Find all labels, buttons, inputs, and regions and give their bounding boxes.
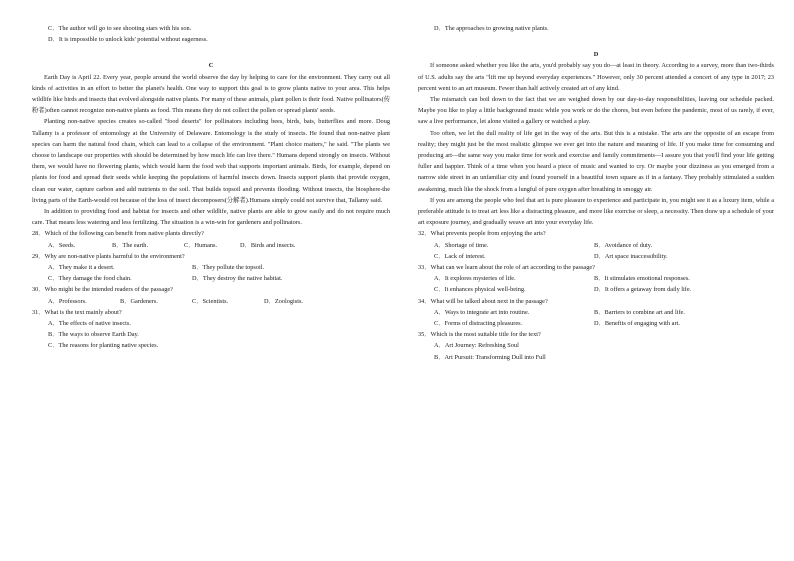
option[interactable]: A．Shortage of time. [434, 241, 489, 249]
option[interactable]: B．It stimulates emotional responses. [594, 275, 690, 283]
option[interactable]: D．It offers a getaway from daily life. [594, 286, 692, 294]
question-29-options-row-2 [32, 273, 390, 284]
option[interactable]: B．They pollute the topsoil. [192, 264, 265, 272]
passage-d-paragraph-3: Too often, we let the dull reality of life get in the way of the arts. But this is a mistake. The arts are the opposite of an escape from reality; they might just be the most realistic glimpse we ever get into the nature and meaning of life. If you make time for consuming and producing art—the same way you make time for work and exercise and family commitments—I assure you that you'll find your life getting fuller and happier. Think of a time when you heard a piece of music and wanted to cry. Or maybe your dizziness as you emerged from a narrow side street in an unfamiliar city and found yourself in a beautiful town square as if in a fantasy. They probably stimulated a sudden awakening, much like the shock from a lungful of pure oxygen after breathing in smoggy air. [418, 129, 774, 193]
option[interactable]: B．The earth. [112, 241, 149, 249]
question-31: 31．What is the text mainly about? [32, 308, 122, 316]
passage-d-paragraph-2: The mismatch can boil down to the fact that we are weighed down by our day-to-day responsibilities, leaving our schedule packed. Maybe you like to play a little background music while you work or do the chores, but even before the pandemic, most of us rarely, if ever, saw a live performance, let alone visited a gallery or watched a play. [418, 96, 774, 126]
option[interactable]: B．Avoidance of duty. [594, 241, 653, 249]
question-32-options-row-2 [418, 251, 774, 262]
prev-option-c: C．The author will go to see shooting stars with his son. [48, 25, 192, 32]
option[interactable]: A．The effects of native insects. [48, 320, 131, 328]
option[interactable]: D．Benefits of engaging with art. [594, 320, 680, 328]
question-30-options [32, 296, 390, 307]
question-32-options-row-1 [418, 240, 774, 251]
question-28: 28．Which of the following can benefit from native plants directly? [32, 230, 204, 238]
question-33: 33．What can we learn about the role of art according to the passage? [418, 264, 595, 272]
option[interactable]: A．Professors. [48, 297, 87, 305]
question-35: 35．Which is the most suitable title for the text? [418, 331, 541, 339]
option[interactable]: A．They make it a desert. [48, 264, 115, 272]
question-33-options-row-2 [418, 284, 774, 295]
option[interactable]: A．Seeds. [48, 241, 76, 249]
option[interactable]: C．It enhances physical well-being. [434, 286, 526, 294]
passage-d-paragraph-1: If someone asked whether you like the arts, you'd probably say you do—at least in theory. According to a survey, more than two-thirds of U.S. adults say the arts "lift me up beyond everyday experiences." However, only 30 percent attended a concert of any type in 2017; 23 percent went to an art museum. Fewer than half actively created art of any kind. [418, 62, 774, 92]
option[interactable]: D．Art space inaccessibility. [594, 252, 668, 260]
option[interactable]: C．Forms of distracting pleasures. [434, 320, 523, 328]
question-34: 34．What will be talked about next in the passage? [418, 297, 548, 305]
question-29: 29．Why are non-native plants harmful to the environment? [32, 252, 185, 260]
option[interactable]: C．They damage the food chain. [48, 275, 132, 283]
option[interactable]: C．Lack of interest. [434, 252, 486, 260]
question-34-options-row-2 [418, 318, 774, 329]
option[interactable]: D．Zoologists. [264, 297, 304, 305]
passage-c-paragraph-2: Planting non-native species creates so-called "food deserts" for pollinators including bees, birds, bats, butterflies and more. Doug Tallamy is a professor of entomology at the University of Delaware. Entomology is the study of insects. He found that non-native plant species can harm the natural food chain, which can lead to a collapse of the environment. "Plant choice matters," he said. "The plants we choose to landscape our properties with should be determined by how much life can live there." Humans depend strongly on insects. Without them, we would have no flowering plants, which would harm the food web that supports important animals. Birds, for example, depend on plants for food and spread their seeds while keeping the populations of harmful insects down. Insects support plants that provide oxygen, clean our water, capture carbon and add nutrients to the soil. That builds topsoil and prevents flooding. Without insects, the biosphere-the living parts of the Earth-would rot because of the loss of insect decomposers(分解者).Humans simply could not survive that, Tallamy said. [32, 118, 390, 204]
option[interactable]: B．Barriers to combine art and life. [594, 308, 685, 316]
option[interactable]: B．The ways to observe Earth Day. [48, 331, 139, 339]
option[interactable]: D．They destroy the native habitat. [192, 275, 283, 283]
passage-c-paragraph-1: Earth Day is April 22. Every year, people around the world observe the day by helping to care for the environment. They carry out all kinds of activities in an effort to better the planet's health. One way to support this goal is to grow plants native to your area. This helps wildlife like birds and insects that evolved alongside native plants. For many of these animals, plant pollen is their food. Native pollinators(传粉者)often cannot recognize non-native plants as food. This means they do not collect the pollen or spread plants' seeds. [32, 73, 390, 115]
passage-d-paragraph-4: If you are among the people who feel that art is pure pleasure to experience and participate in, you might see it as a luxury item, while a preferable attitude is to treat art less like a distracting pleasure, and more like exercise or sleep, a necessity. Then draw up a schedule of your art exposure journey, and gradually weave art into your everyday life. [418, 196, 774, 227]
option[interactable]: D．Birds and insects. [240, 241, 296, 249]
option[interactable]: A．It explores mysteries of life. [434, 275, 516, 283]
left-column [32, 23, 390, 352]
passage-d-heading: D [593, 51, 599, 59]
question-34-options-row-1 [418, 307, 774, 318]
option[interactable]: A．Ways to integrate art into routine. [434, 308, 530, 316]
question-29-options-row-1 [32, 262, 390, 273]
option[interactable]: C．Scientists. [192, 297, 229, 305]
option[interactable]: B．Art Pursuit: Transforming Dull into Full [434, 353, 546, 361]
passage-c-heading: C [208, 62, 214, 70]
option[interactable]: A．Art Journey: Refreshing Soul [434, 342, 519, 350]
prev-option-d-right: D．The approaches to growing native plants. [434, 25, 549, 32]
question-32: 32．What prevents people from enjoying the arts? [418, 230, 546, 238]
question-33-options-row-1 [418, 273, 774, 284]
option[interactable]: C．Humans. [184, 241, 218, 249]
right-column [418, 23, 774, 363]
question-28-options [32, 240, 390, 251]
question-30: 30．Who might be the intended readers of the passage? [32, 286, 173, 294]
option[interactable]: C．The reasons for planting native species. [48, 342, 159, 350]
prev-option-d: D．It is impossible to unlock kids' potential without eagerness. [48, 36, 208, 44]
passage-c-paragraph-3: In addition to providing food and habitat for insects and other wildlife, native plants are able to grow easily and do not require much care. That means less watering and less fertilizing. The situation is a win-win for gardeners and pollinators. [32, 208, 390, 227]
option[interactable]: B．Gardeners. [120, 297, 158, 305]
